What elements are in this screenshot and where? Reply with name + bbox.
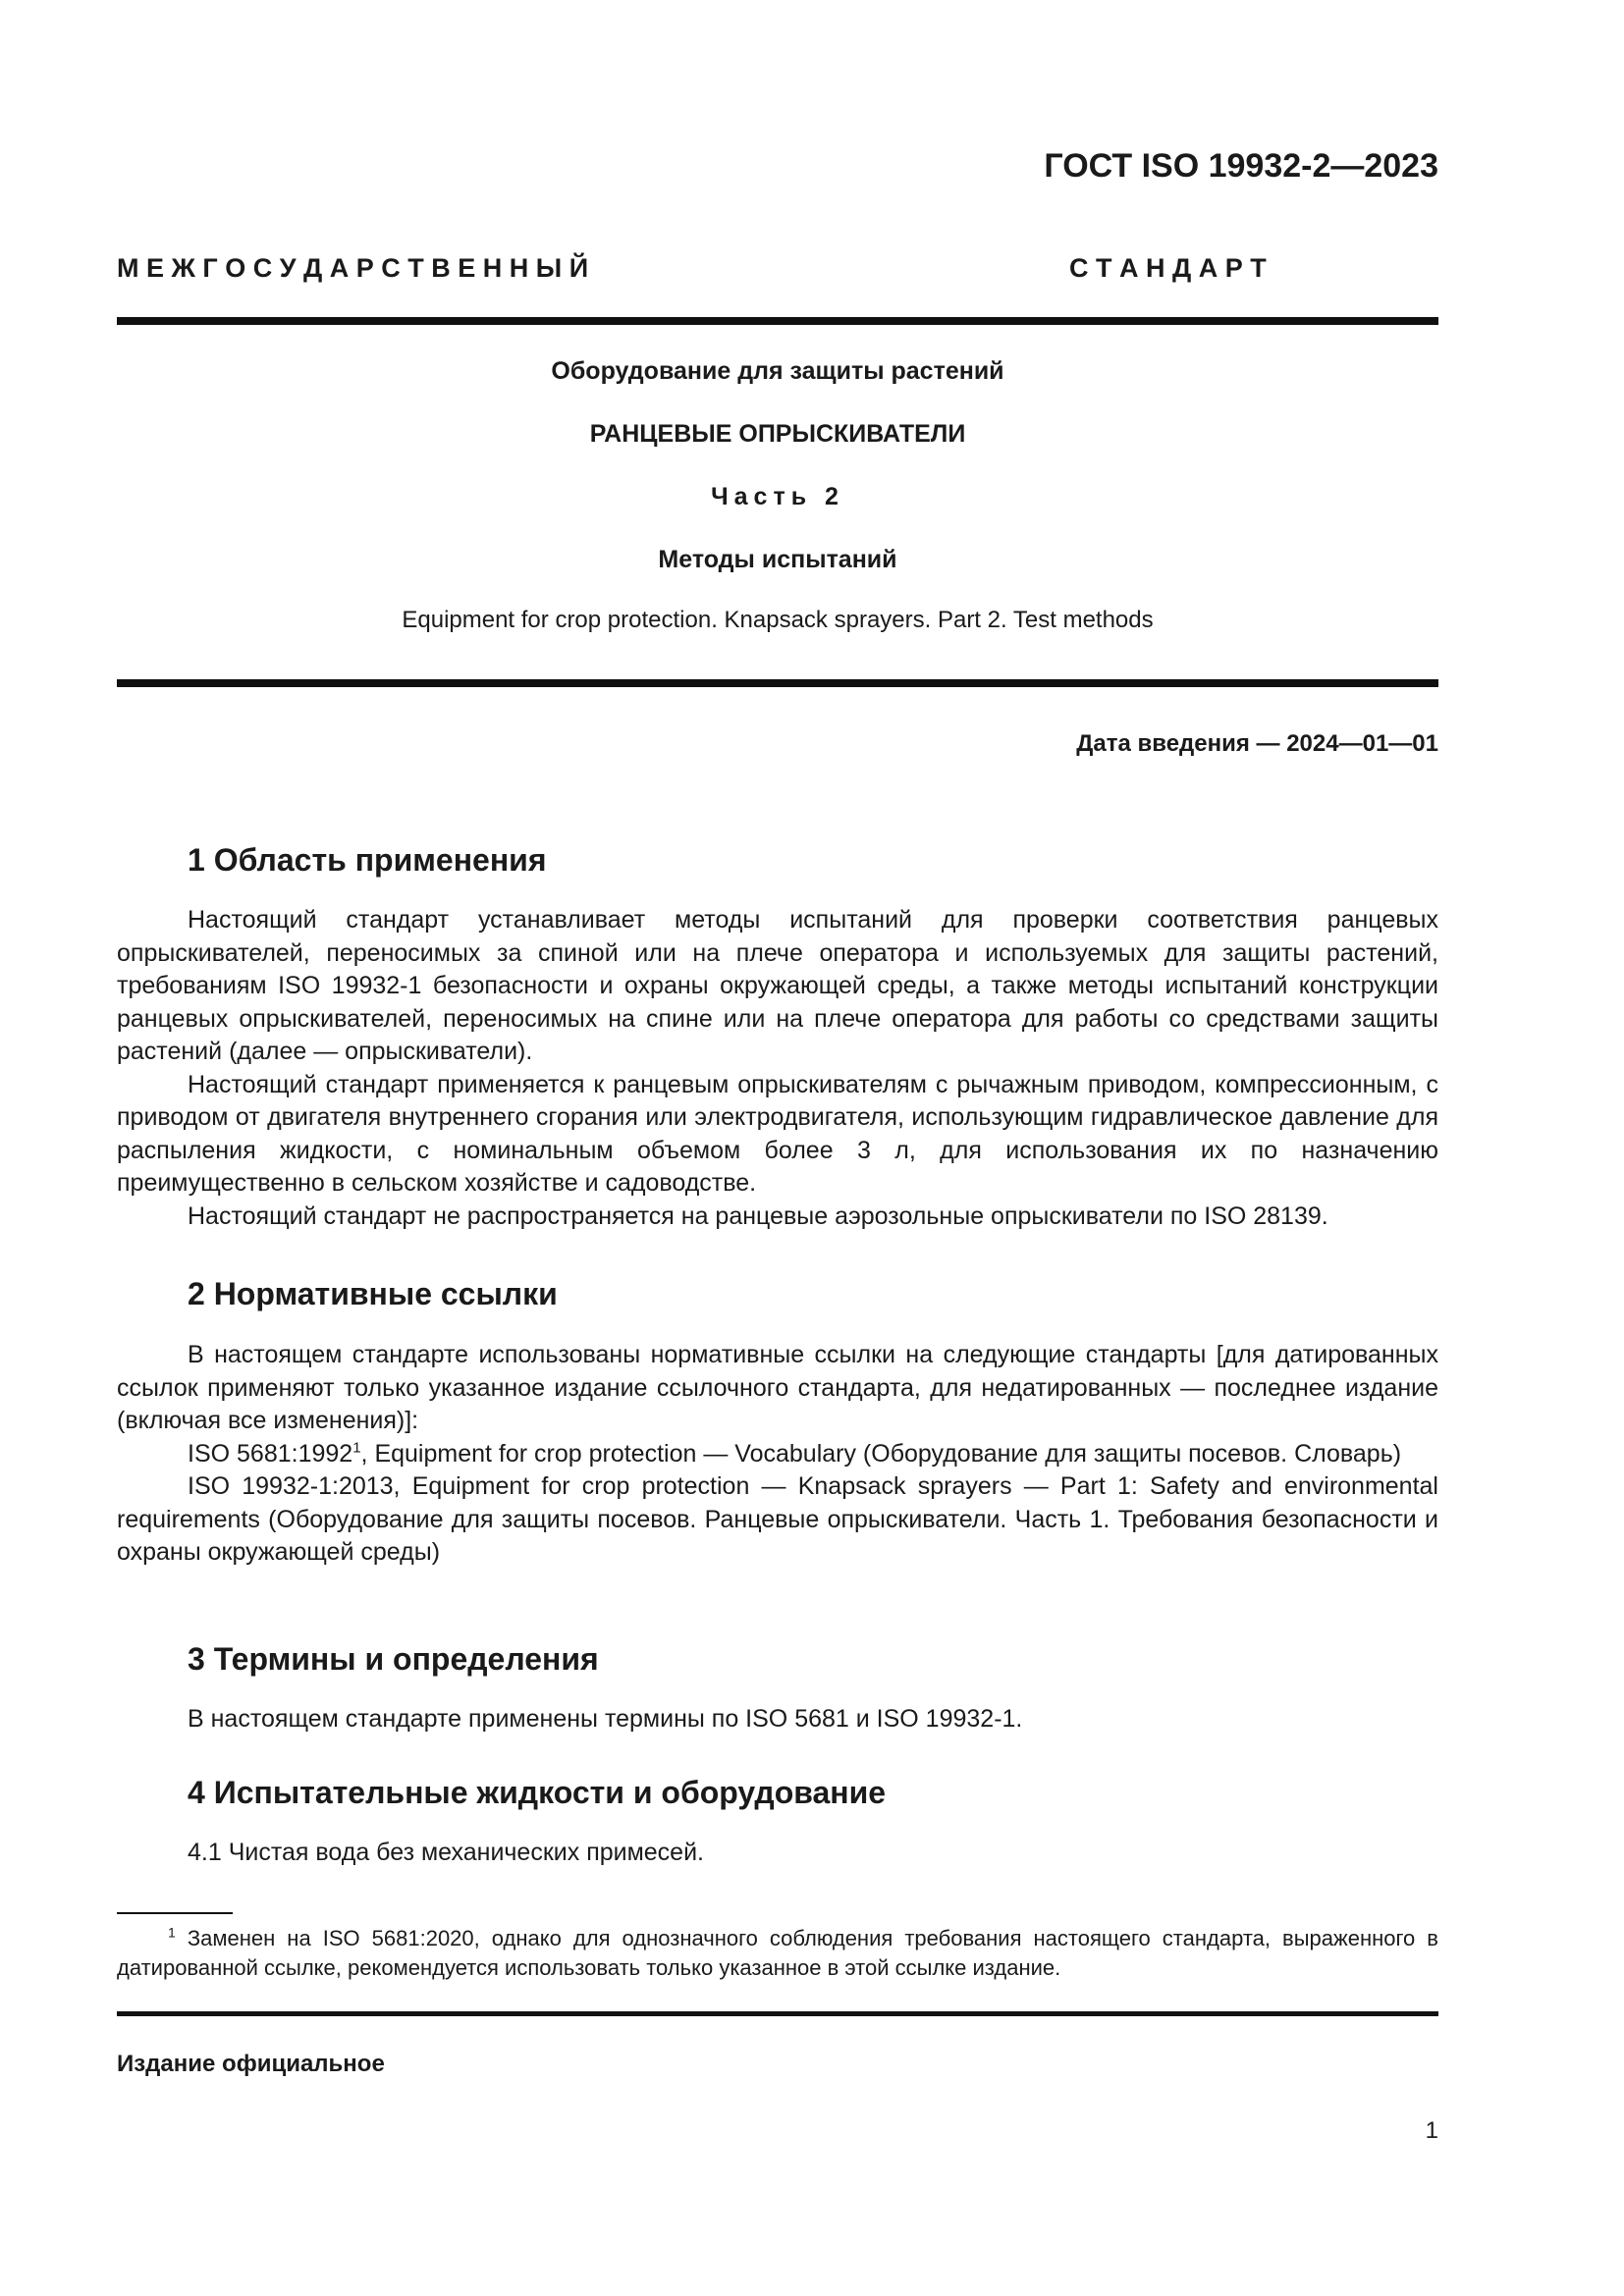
introduction-date: Дата введения — 2024—01—01 [1076,730,1438,757]
section-4-heading: 4 Испытательные жидкости и оборудование [188,1775,887,1810]
section-1-paragraph: Настоящий стандарт применяется к ранцевым опрыскивателям с рычажным приводом, компрессионным, с приводом от двигателя внутреннего сгорания или электродвигателя, использующим гидравлическое давление для распыления жидкости, с номинальным объемом более 3 л, для использования их по назначению преимущественно в сельском хозяйстве и садоводстве. [117,1070,1438,1197]
banner-word-standard: С Т А Н Д А Р Т [1069,253,1267,283]
title-line-3: Часть 2 [711,483,844,510]
section-1-paragraph: Настоящий стандарт устанавливает методы испытаний для проверки соответствия ранцевых опрыскивателей, переносимых за спиной или на плече оператора и используемых для защиты растений, требованиям ISO 19932-1 безопасности и охраны окружающей среды, а также методы испытаний конструкции ранцевых опрыскивателей, переносимых на спине или на плече оператора для работы со средствами защиты растений (далее — опрыскиватели). [117,906,1438,1065]
title-line-1: Оборудование для защиты растений [551,357,1004,385]
header-rule-bottom [117,679,1438,687]
section-2-body [117,1339,1438,1570]
section-3-heading: 3 Термины и определения [188,1641,599,1677]
header-rule-top [117,317,1438,325]
section-2-paragraph: В настоящем стандарте использованы нормативные ссылки на следующие стандарты [для датированных ссылок применяют только указанное издание ссылочного стандарта, для недатированных — последнее издание (включая все изменения)]: [117,1341,1438,1434]
page-number: 1 [1425,2117,1438,2144]
section-2-heading: 2 Нормативные ссылки [188,1276,558,1311]
section-3-paragraph: В настоящем стандарте применены термины по ISO 5681 и ISO 19932-1. [188,1705,1023,1733]
section-4-paragraph: 4.1 Чистая вода без механических примесей. [188,1839,705,1866]
interstate-standard-banner [117,253,1438,284]
title-line-2: РАНЦЕВЫЕ ОПРЫСКИВАТЕЛИ [589,420,966,448]
banner-word-interstate: М Е Ж Г О С У Д А Р С Т В Е Н Н Ы Й [117,253,589,283]
normative-reference-1 [117,1438,1438,1471]
footer-rule [117,2011,1438,2016]
reference-1-title: , Equipment for crop protection — Vocabulary (Оборудование для защиты посевов. Словарь) [360,1439,1402,1468]
title-english: Equipment for crop protection. Knapsack sprayers. Part 2. Test methods [402,607,1154,633]
footnote-text: Заменен на ISO 5681:2020, однако для однозначного соблюдения требования настоящего стандарта, выраженного в датированной ссылке, рекомендуется использовать только указанное в этой ссылке издание. [117,1926,1438,1980]
official-edition-label: Издание официальное [117,2051,385,2077]
section-3-body [117,1703,1438,1736]
footnote [117,1924,1438,1983]
section-1-body [117,904,1438,1233]
normative-reference-2: ISO 19932-1:2013, Equipment for crop protection — Knapsack sprayers — Part 1: Safety and environmental requirements (Оборудование для защиты посевов. Ранцевые опрыскиватели. Часть 1. Требования безопасности и охраны окружающей среды) [117,1472,1438,1566]
footnote-separator [117,1912,233,1914]
section-1-heading: 1 Область применения [188,842,547,878]
footnote-mark[interactable]: 1 [352,1439,361,1457]
reference-1-code: ISO 5681:1992 [188,1439,353,1468]
title-line-4: Методы испытаний [658,546,897,573]
footnote-number: 1 [168,1924,176,1941]
section-1-paragraph: Настоящий стандарт не распространяется на ранцевые аэрозольные опрыскиватели по ISO 28139. [188,1201,1328,1230]
section-4-body [117,1837,1438,1870]
document-id: ГОСТ ISO 19932-2—2023 [1044,147,1438,185]
